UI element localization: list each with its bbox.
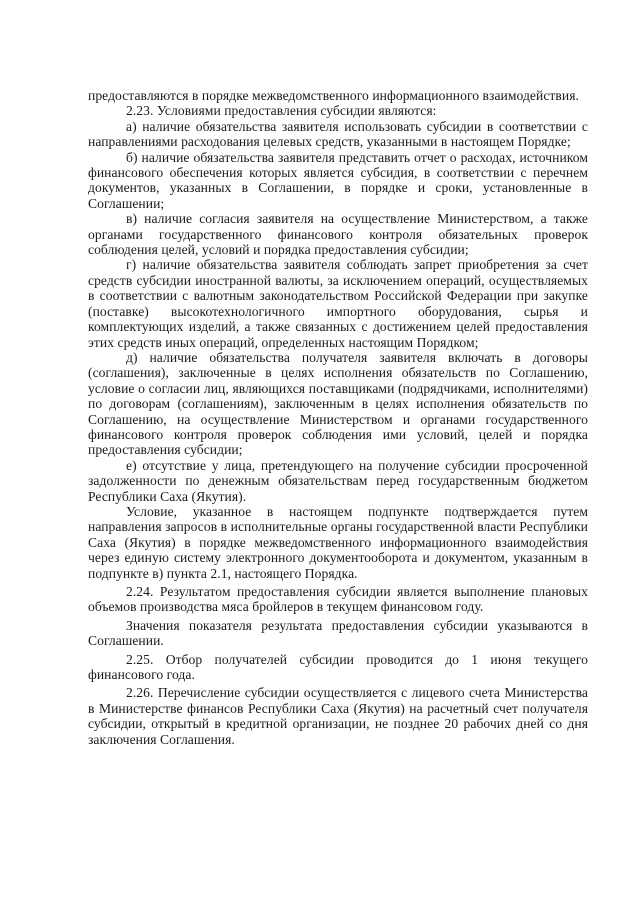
paragraph-continuation: предоставляются в порядке межведомственного информационного взаимодействия. [88,88,579,103]
paragraph-2-24: 2.24. Результатом предоставления субсидии является выполнение плановых объемов производства мяса бройлеров в текущем финансовом году. [88,584,588,615]
paragraph-2-25: 2.25. Отбор получателей субсидии проводится до 1 июня текущего финансового года. [88,651,588,683]
paragraph-condition-g: г) наличие обязательства заявителя соблюдать запрет приобретения за счет средств субсидии иностранной валюты, за исключением операций, осуществляемых в соответствии с валютным законодательством Российской Федерации при закупке (поставке) высокотехнологичного импортного оборудования, сырья и комплектующих изделий, а также связанных с достижением целей предоставления этих средств иных операций, определенных настоящим Порядком; [88,257,588,350]
paragraph-condition-e: е) отсутствие у лица, претендующего на получение субсидии просроченной задолженности по денежным обязательствам перед государственным бюджетом Республики Саха (Якутия). [88,457,588,504]
paragraph-2-23-heading: 2.23. Условиями предоставления субсидии являются: [126,103,437,119]
paragraph-condition-v: в) наличие согласия заявителя на осуществление Министерством, а также органами государственного финансового контроля обязательных проверок соблюдения целей, условий и порядка предоставления субсидии; [88,211,588,258]
paragraph-2-26: 2.26. Перечисление субсидии осуществляется с лицевого счета Министерства в Министерстве финансов Республики Саха (Якутия) на расчетный счет получателя субсидии, открытый в кредитной организации, не позднее 20 рабочих дней со дня заключения Соглашения. [88,685,588,747]
paragraph-condition-d: д) наличие обязательства получателя заявителя включать в договоры (соглашения), заключенные в целях исполнения обязательств по Соглашению, условие о согласии лиц, являющихся поставщиками (подрядчиками, исполнителями) по договорам (соглашениям), заключенным в целях исполнения обязательств по Соглашению, на осуществление Министерством и органами государственного финансового контроля проверок соблюдения ими условий, целей и порядка предоставления субсидии; [88,349,588,458]
document-page [88,88,588,747]
paragraph-condition-a: а) наличие обязательства заявителя использовать субсидии в соответствии с направлениями расходования целевых средств, указанными в настоящем Порядке; [88,118,588,150]
paragraph-result-indicator: Значения показателя результата предоставления субсидии указываются в Соглашении. [88,617,588,649]
paragraph-condition-b: б) наличие обязательства заявителя представить отчет о расходах, источником финансового обеспечения которых является субсидия, в соответствии с перечнем документов, указанных в Соглашении, в порядке и сроки, установленные в Соглашении; [88,149,588,211]
paragraph-condition-note: Условие, указанное в настоящем подпункте подтверждается путем направления запросов в исполнительные органы государственной власти Республики Саха (Якутия) в порядке межведомственного информационного взаимодействия через единую систему электронного документооборота и документом, указанным в подпункте в) пункта 2.1, настоящего Порядка. [88,503,588,581]
